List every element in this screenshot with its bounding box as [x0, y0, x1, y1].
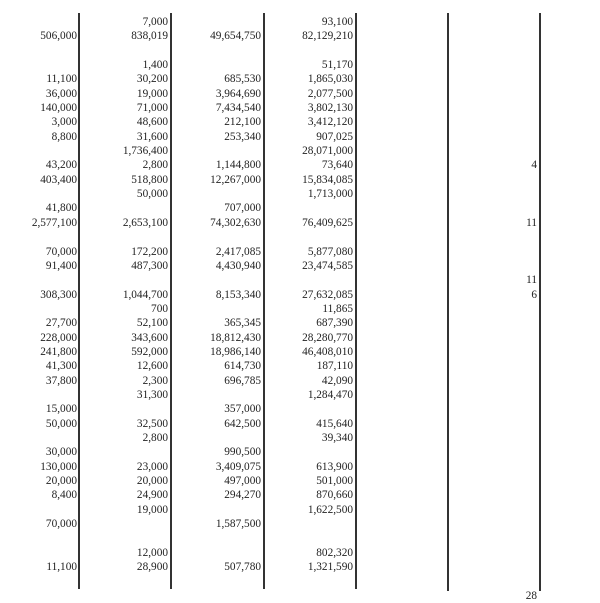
table-cell: 93,100 — [321, 16, 353, 28]
table-row — [0, 273, 600, 287]
table-cell: 506,000 — [40, 30, 77, 43]
table-cell: 518,800 — [131, 173, 168, 186]
table-cell: 497,000 — [224, 475, 261, 487]
table-row — [0, 417, 600, 431]
table-cell: 487,300 — [131, 259, 168, 272]
table-cell: 1,622,500 — [307, 503, 353, 516]
table-cell: 15,000 — [45, 403, 77, 416]
table-row — [0, 101, 600, 115]
table-cell: 11,865 — [322, 302, 353, 315]
table-cell: 7,000 — [142, 16, 168, 28]
table-row — [0, 144, 600, 158]
table-row — [0, 302, 600, 316]
table-cell: 907,025 — [316, 130, 353, 143]
table-cell: 614,730 — [224, 360, 261, 373]
table-cell: 11 — [526, 274, 537, 287]
table-row — [0, 517, 600, 531]
table-cell: 7,434,540 — [215, 102, 261, 115]
table-row — [0, 574, 600, 588]
table-cell: 41,800 — [45, 202, 77, 215]
table-cell: 870,660 — [316, 489, 353, 502]
table-cell: 507,780 — [224, 561, 261, 574]
table-row — [0, 531, 600, 545]
table-cell: 308,300 — [40, 288, 77, 301]
table-row — [0, 560, 600, 574]
table-cell: 1,736,400 — [122, 145, 168, 158]
table-cell: 294,270 — [224, 489, 261, 502]
table-cell: 613,900 — [316, 460, 353, 473]
table-cell: 30,200 — [136, 73, 168, 86]
table-cell: 48,600 — [136, 116, 168, 129]
table-cell: 2,077,500 — [307, 87, 353, 100]
table-cell: 52,100 — [136, 317, 168, 330]
table-cell: 12,600 — [136, 360, 168, 373]
table-cell: 2,577,100 — [31, 216, 77, 229]
table-row — [0, 130, 600, 144]
table-cell: 27,632,085 — [302, 288, 353, 301]
table-row — [0, 345, 600, 359]
table-row — [0, 216, 600, 230]
table-cell: 11,100 — [46, 73, 77, 86]
table-row — [0, 115, 600, 129]
table-cell: 687,390 — [316, 317, 353, 330]
table-cell: 130,000 — [40, 460, 77, 473]
table-cell: 685,530 — [224, 73, 261, 86]
table-cell: 696,785 — [224, 374, 261, 387]
table-cell: 8,153,340 — [215, 288, 261, 301]
table-row — [0, 29, 600, 43]
table-cell: 2,653,100 — [122, 216, 168, 229]
table-cell: 228,000 — [40, 331, 77, 344]
table-cell: 1,400 — [142, 59, 168, 72]
table-cell: 6 — [531, 288, 537, 301]
table-cell: 46,408,010 — [302, 345, 353, 358]
table-cell: 4,430,940 — [215, 259, 261, 272]
table-cell: 20,000 — [136, 475, 168, 487]
table-row — [0, 58, 600, 72]
table-row — [0, 474, 600, 488]
table-cell: 5,877,080 — [307, 245, 353, 258]
table-cell: 3,412,120 — [307, 116, 353, 129]
table-cell: 31,300 — [136, 388, 168, 401]
table-cell: 70,000 — [45, 245, 77, 258]
table-cell: 1,321,590 — [307, 561, 353, 574]
table-cell: 241,800 — [40, 345, 77, 358]
table-row — [0, 431, 600, 445]
table-cell: 501,000 — [316, 475, 353, 487]
table-cell: 365,345 — [224, 317, 261, 330]
table-cell: 19,000 — [136, 503, 168, 516]
table-cell: 32,500 — [136, 417, 168, 430]
table-cell: 12,267,000 — [210, 173, 261, 186]
numeric-table — [0, 15, 600, 603]
table-cell: 357,000 — [224, 403, 261, 416]
table-cell: 28,280,770 — [302, 331, 353, 344]
table-cell: 27,700 — [45, 317, 77, 330]
table-cell: 28,900 — [136, 561, 168, 574]
table-row — [0, 230, 600, 244]
table-cell: 37,800 — [45, 374, 77, 387]
table-cell: 50,000 — [45, 417, 77, 430]
table-row — [0, 245, 600, 259]
table-row — [0, 388, 600, 402]
table-cell: 30,000 — [45, 446, 77, 459]
table-row — [0, 460, 600, 474]
table-cell: 343,600 — [131, 331, 168, 344]
table-cell: 8,400 — [51, 489, 77, 502]
table-cell: 403,400 — [40, 173, 77, 186]
table-cell: 172,200 — [131, 245, 168, 258]
table-cell: 43,200 — [45, 159, 77, 172]
table-cell: 11,100 — [46, 561, 77, 574]
table-cell: 3,802,130 — [307, 102, 353, 115]
table-cell: 2,417,085 — [215, 245, 261, 258]
table-cell: 11 — [526, 216, 537, 229]
table-cell: 415,640 — [316, 417, 353, 430]
table-cell: 2,300 — [142, 374, 168, 387]
table-cell: 23,000 — [136, 460, 168, 473]
table-cell: 18,812,430 — [210, 331, 261, 344]
table-cell: 36,000 — [45, 87, 77, 100]
table-cell: 212,100 — [224, 116, 261, 129]
table-row — [0, 187, 600, 201]
table-row — [0, 259, 600, 273]
table-row — [0, 158, 600, 172]
table-cell: 31,600 — [136, 130, 168, 143]
table-cell: 41,300 — [45, 360, 77, 373]
table-row — [0, 288, 600, 302]
table-row — [0, 72, 600, 86]
table-cell: 73,640 — [321, 159, 353, 172]
table-cell: 642,500 — [224, 417, 261, 430]
table-cell: 1,587,500 — [215, 518, 261, 531]
table-cell: 3,000 — [51, 116, 77, 129]
table-row — [0, 87, 600, 101]
table-cell: 19,000 — [136, 87, 168, 100]
table-cell: 20,000 — [45, 475, 77, 487]
table-cell: 50,000 — [136, 188, 168, 201]
table-cell: 3,964,690 — [215, 87, 261, 100]
table-cell: 74,302,630 — [210, 216, 261, 229]
table-cell: 2,800 — [142, 159, 168, 172]
table-cell: 592,000 — [131, 345, 168, 358]
table-cell: 1,865,030 — [307, 73, 353, 86]
table-cell: 3,409,075 — [215, 460, 261, 473]
table-row — [0, 44, 600, 58]
table-cell: 82,129,210 — [302, 30, 353, 43]
table-row — [0, 445, 600, 459]
table-cell: 1,713,000 — [307, 188, 353, 201]
table-cell: 39,340 — [321, 431, 353, 444]
table-cell: 49,654,750 — [210, 30, 261, 43]
table-cell: 140,000 — [40, 102, 77, 115]
table-cell: 802,320 — [316, 546, 353, 559]
table-cell: 24,900 — [136, 489, 168, 502]
table-cell: 28,071,000 — [302, 145, 353, 158]
table-row — [0, 374, 600, 388]
table-cell: 707,000 — [224, 202, 261, 215]
table-cell: 1,284,470 — [307, 388, 353, 401]
table-cell: 23,474,585 — [302, 259, 353, 272]
table-cell: 253,340 — [224, 130, 261, 143]
table-cell: 70,000 — [45, 518, 77, 531]
table-cell: 1,144,800 — [215, 159, 261, 172]
table-cell: 42,090 — [321, 374, 353, 387]
table-cell: 18,986,140 — [210, 345, 261, 358]
table-cell: 15,834,085 — [302, 173, 353, 186]
table-cell: 51,170 — [321, 59, 353, 72]
table-row — [0, 15, 600, 29]
table-row — [0, 488, 600, 502]
table-row — [0, 402, 600, 416]
table-cell: 2,800 — [142, 431, 168, 444]
table-row — [0, 331, 600, 345]
table-cell: 12,000 — [136, 546, 168, 559]
table-row — [0, 359, 600, 373]
table-cell: 838,019 — [131, 30, 168, 43]
table-row — [0, 173, 600, 187]
table-cell: 91,400 — [45, 259, 77, 272]
table-row — [0, 546, 600, 560]
table-cell: 71,000 — [136, 102, 168, 115]
table-cell: 4 — [531, 159, 537, 172]
table-cell: 8,800 — [51, 130, 77, 143]
table-row — [0, 589, 600, 603]
table-cell: 990,500 — [224, 446, 261, 459]
table-cell: 1,044,700 — [122, 288, 168, 301]
table-row — [0, 201, 600, 215]
table-cell: 187,110 — [316, 360, 353, 373]
table-cell: 76,409,625 — [302, 216, 353, 229]
table-row — [0, 503, 600, 517]
table-cell: 700 — [151, 302, 168, 315]
table-cell: 28 — [525, 589, 537, 602]
table-row — [0, 316, 600, 330]
